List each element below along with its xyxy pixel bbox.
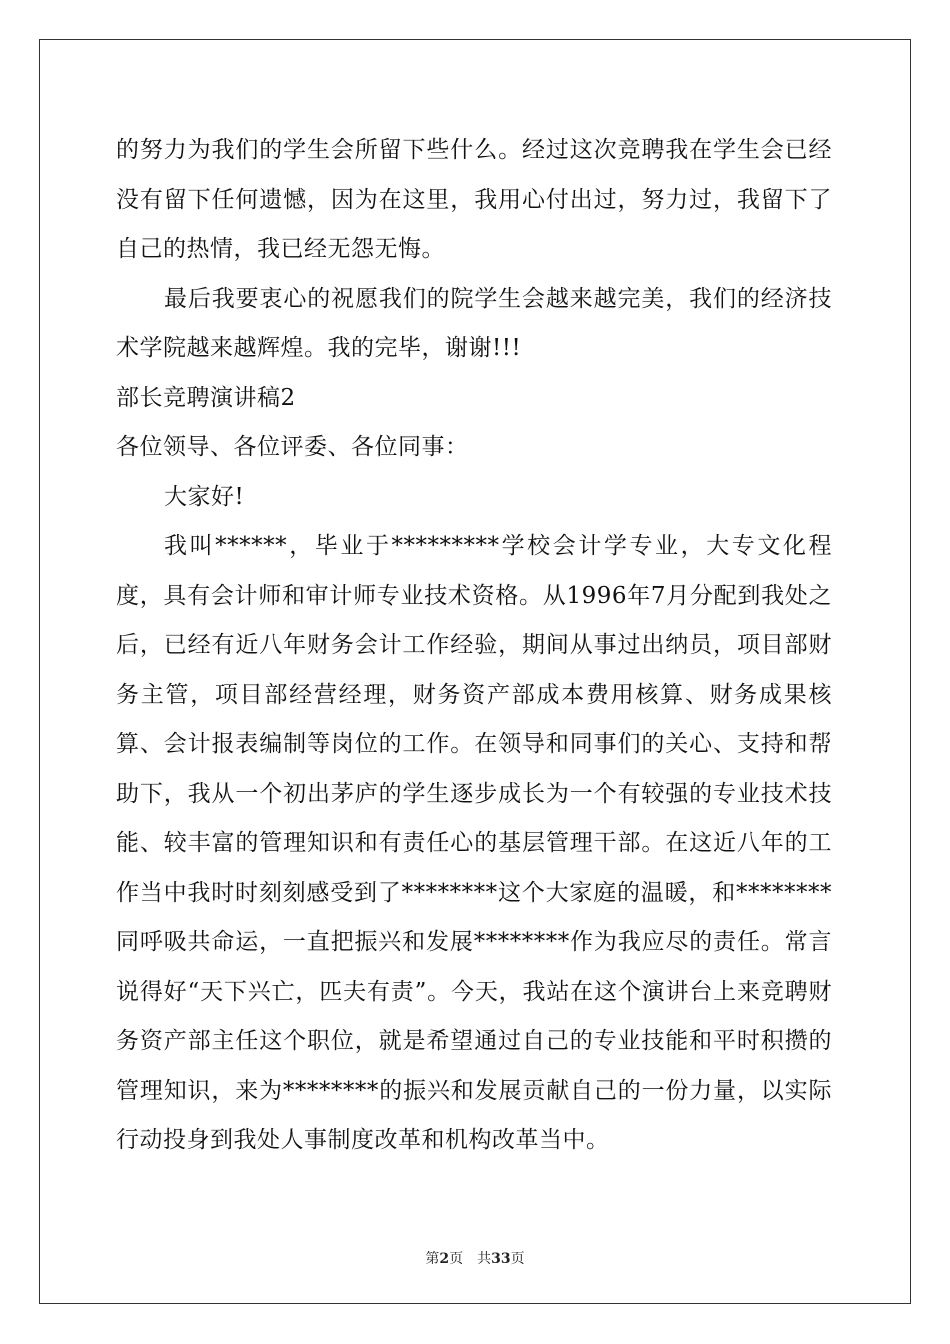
total-pages: 33 xyxy=(491,1251,511,1267)
page-number: 2 xyxy=(439,1251,450,1267)
document-body xyxy=(116,126,832,1166)
paragraph-continuation: 的努力为我们的学生会所留下些什么。经过这次竞聘我在学生会已经没有留下任何遗憾，因为在这里，我用心付出过，努力过，我留下了自己的热情，我已经无怨无悔。 xyxy=(116,137,832,262)
page-prefix: 第 xyxy=(425,1251,440,1267)
paragraph-self-introduction: 我叫******，毕业于*********学校会计学专业，大专文化程度，具有会计师和审计师专业技术资格。从1996年7月分配到我处之后，已经有近八年财务会计工作经验，期间从事过出纳员，项目部财务主管，项目部经营经理，财务资产部成本费用核算、财务成果核算、会计报表编制等岗位的工作。在领导和同事们的关心、支持和帮助下，我从一个初出茅庐的学生逐步成长为一个有较强的专业技术技能、较丰富的管理知识和有责任心的基层管理干部。在这近八年的工作当中我时时刻刻感受到了********这个大家庭的温暖，和********同呼吸共命运，一直把振兴和发展********作为我应尽的责任。常言说得好“天下兴亡，匹夫有责”。今天，我站在这个演讲台上来竞聘财务资产部主任这个职位，就是希望通过自己的专业技能和平时积攒的管理知识，来为********的振兴和发展贡献自己的一份力量，以实际行动投身到我处人事制度改革和机构改革当中。 xyxy=(116,533,832,1153)
section-title: 部长竞聘演讲稿2 xyxy=(116,384,296,411)
total-suffix: 页 xyxy=(510,1251,525,1267)
page-suffix: 页 xyxy=(449,1251,464,1267)
greeting: 大家好! xyxy=(164,483,245,510)
salutation: 各位领导、各位评委、各位同事： xyxy=(116,434,469,460)
total-prefix: 共 xyxy=(477,1251,492,1267)
page-footer xyxy=(0,1248,950,1268)
paragraph-closing-wish: 最后我要衷心的祝愿我们的院学生会越来越完美，我们的经济技术学院越来越辉煌。我的完毕，谢谢!!! xyxy=(116,285,832,361)
